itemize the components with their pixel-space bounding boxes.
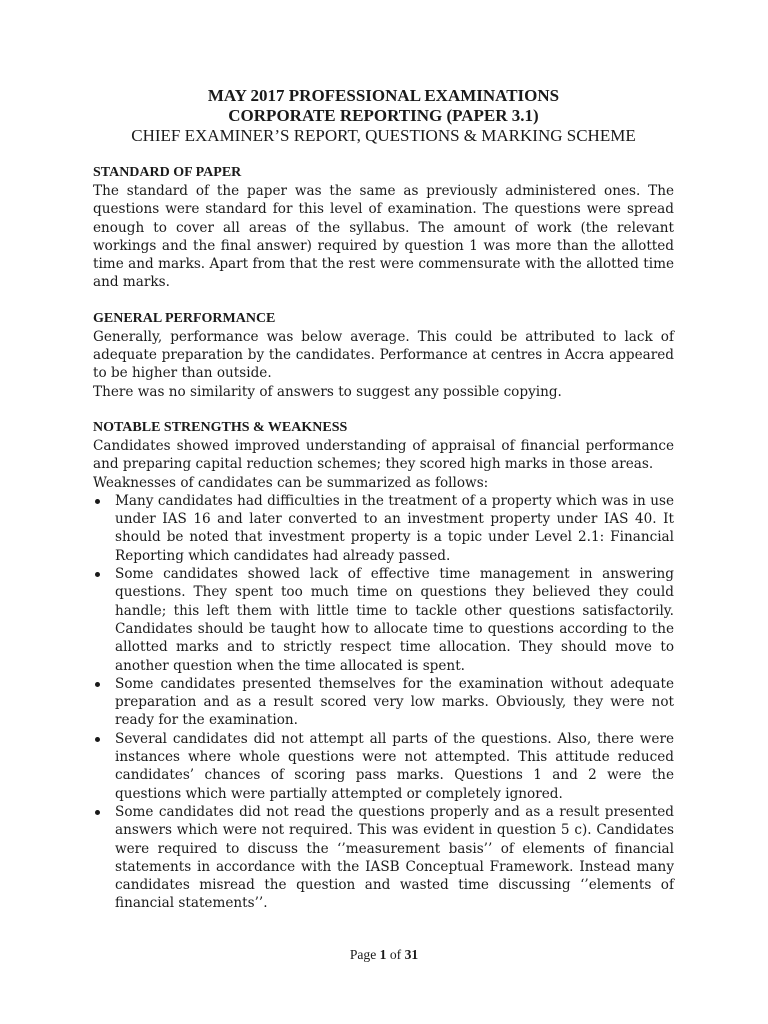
list-item (93, 675, 674, 730)
page-of-label: of (389, 947, 402, 962)
section-body-general-1: Generally, performance was below average. This could be attributed to lack of adequate preparation by the candidates. Performance at centres in Accra appeared to be higher than outside. (93, 328, 674, 382)
section-standard (93, 164, 674, 292)
page-label: Page (349, 947, 377, 962)
header-line-3: CHIEF EXAMINER’S REPORT, QUESTIONS & MARKING SCHEME (131, 126, 636, 145)
list-item (93, 803, 674, 913)
section-body-notable-intro: Candidates showed improved understanding of appraisal of financial performance and preparing capital reduction schemes; they scored high marks in those areas. (93, 437, 674, 473)
document-page (93, 86, 674, 931)
section-general (93, 310, 674, 401)
list-item (93, 730, 674, 803)
list-item-text: Some candidates showed lack of effective time management in answering questions. They spent too much time on questions they believed they could handle; this left them with little time to tackle other questions satisfactorily. Candidates should be taught how to allocate time to questions according to the allotted marks and to strictly respect time allocation. They should move to another question when the time allocated is spent. (115, 566, 674, 674)
bullet-icon (95, 810, 100, 815)
page-total: 31 (404, 947, 419, 962)
list-item-text: Several candidates did not attempt all parts of the questions. Also, there were instances where whole questions were not attempted. This attitude reduced candidates’ chances of scoring pass marks. Questions 1 and 2 were the questions which were partially attempted or completely ignored. (115, 730, 674, 802)
bullet-icon (95, 737, 100, 742)
section-body-general-2: There was no similarity of answers to suggest any possible copying. (93, 383, 562, 400)
list-item-text: Some candidates presented themselves for the examination without adequate preparation and as a result scored very low marks. Obviously, they were not ready for the examination. (115, 675, 674, 729)
header-line-2: CORPORATE REPORTING (PAPER 3.1) (228, 106, 539, 125)
page-footer (0, 947, 768, 963)
section-title-standard: STANDARD OF PAPER (93, 165, 242, 180)
weakness-list (93, 492, 674, 913)
section-title-general: GENERAL PERFORMANCE (93, 310, 276, 326)
section-body-standard: The standard of the paper was the same as previously administered ones. The questions were standard for this level of examination. The questions were spread enough to cover all areas of the syllabus. The amount of work (the relevant workings and the final answer) required by question 1 was more than the allotted time and marks. Apart from that the rest were commensurate with the allotted time and marks. (93, 183, 674, 291)
section-title-notable: NOTABLE STRENGTHS & WEAKNESS (93, 419, 348, 435)
page-current: 1 (379, 947, 387, 962)
section-notable (93, 419, 674, 913)
list-item (93, 565, 674, 675)
bullet-icon (95, 682, 100, 687)
bullet-icon (95, 572, 100, 577)
document-header (93, 86, 674, 146)
list-item (93, 492, 674, 565)
list-item-text: Some candidates did not read the questions properly and as a result presented answers which were not required. This was evident in question 5 c). Candidates were required to discuss the ‘’measurement basis’’ of elements of financial statements in accordance with the IASB Conceptual Framework. Instead many candidates misread the question and wasted time discussing ‘’elements of financial statements’’. (115, 803, 674, 912)
header-line-1: MAY 2017 PROFESSIONAL EXAMINATIONS (207, 86, 560, 105)
bullet-icon (95, 499, 100, 504)
list-item-text: Many candidates had difficulties in the treatment of a property which was in use under IAS 16 and later converted to an investment property under IAS 40. It should be noted that investment property is a topic under Level 2.1: Financial Reporting which candidates had already passed. (115, 492, 674, 564)
section-body-weakness-intro: Weaknesses of candidates can be summarized as follows: (93, 474, 489, 491)
